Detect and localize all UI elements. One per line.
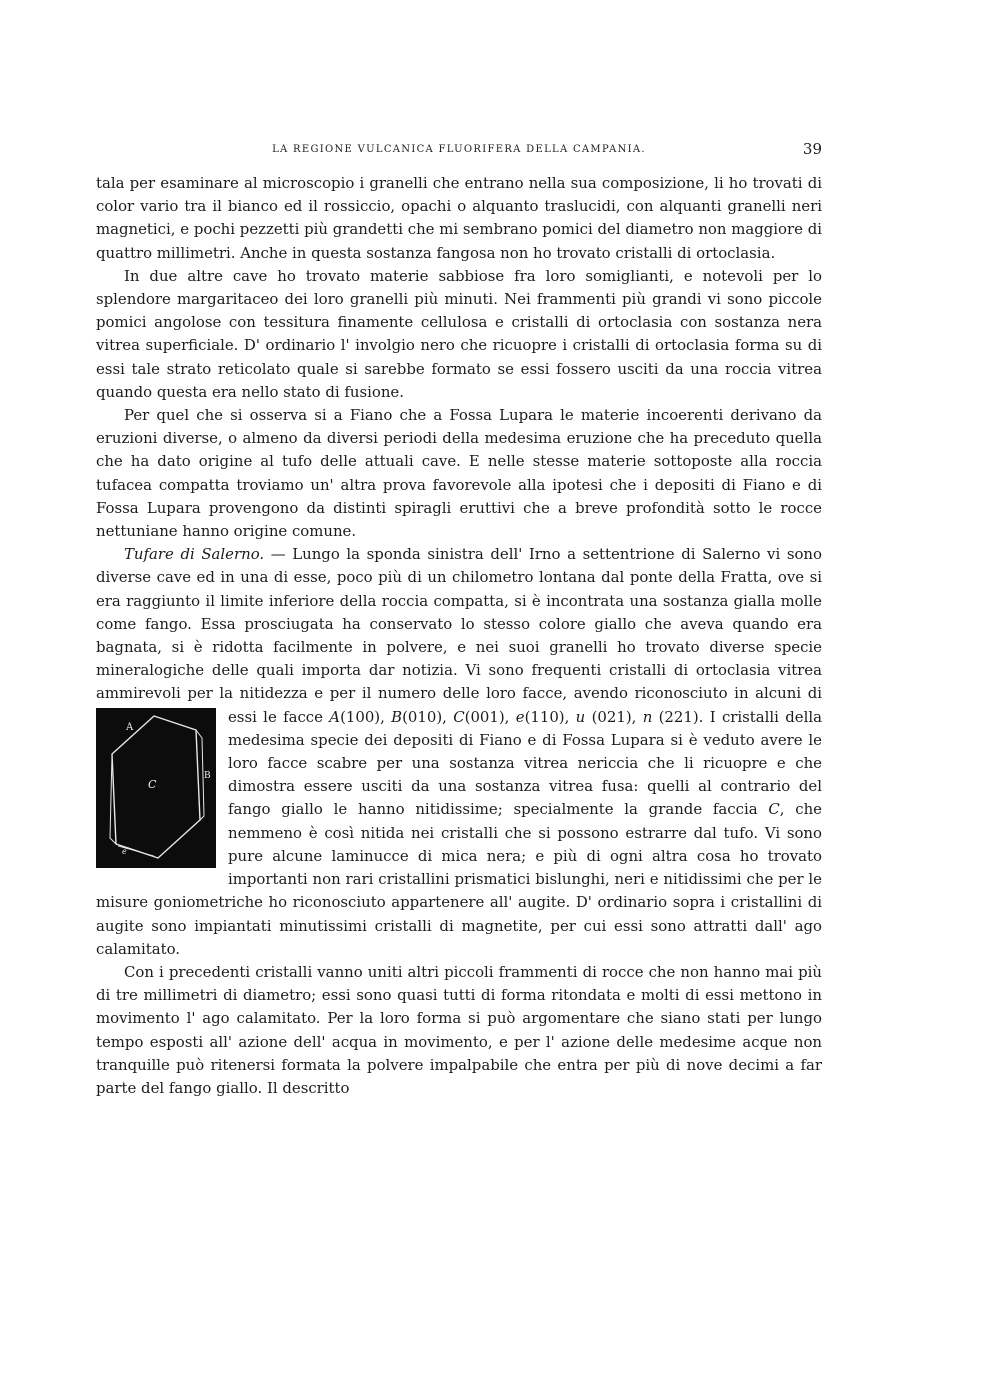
crystal-figure [96,708,216,868]
face-label-c: C [148,777,157,791]
face-e-index: (110), [524,707,576,726]
face-label-e: e [122,846,127,856]
face-label-b: B [204,770,211,781]
paragraph-2: In due altre cave ho trovato materie sabbiose fra loro somiglianti, e notevoli per lo splendore margaritaceo dei loro granelli più minuti. Nei frammenti più grandi vi sono piccole pomici angolose con tessitura finamente cellulosa e cristalli di ortoclasia con sostanza nera vitrea superficiale. D' ordinario l' involgio nero che ricuopre i cristalli di ortoclasia forma su di essi tale strato reticolato quale si sarebbe formato se essi fossero usciti da una roccia vitrea quando questa era nello stato di fusione. [96,266,822,401]
paragraph-4 [96,543,822,961]
crystal-diagram [96,708,216,868]
face-a-index: (100), [340,707,392,726]
body-text [96,172,822,1100]
face-b-index: (010), [402,707,454,726]
paragraph-5: Con i precedenti cristalli vanno uniti altri piccoli frammenti di rocce che non hanno mai più di tre millimetri di diametro; essi sono quasi tutti di forma ritondata e molti di essi mettono in movimento l' ago calamitato. Per la loro forma si può argomentare che siano stati per lungo tempo esposti all' azione dell' acqua in movimento, e per l' azione delle medesime acque non tranquille può ritenersi formata la polvere impalpabile che entra per più di nove decimi a far parte del fango giallo. Il descritto [96,962,822,1097]
face-a: A [329,707,341,726]
paragraph-3: Per quel che si osserva si a Fiano che a Fossa Lupara le materie incoerenti derivano da eruzioni diverse, o almeno da diversi periodi della medesima eruzione che ha preceduto quella che ha dato origine al tufo delle attuali cave. E nelle stesse materie sottoposte alla roccia tufacea compatta troviamo un' altra prova favorevole alla ipotesi che i depositi di Fiano e di Fossa Lupara provengono da distinti spiragli eruttivi che a breve profondità sotto le rocce nettuniane hanno origine comune. [96,406,822,541]
paragraph-1: tala per esaminare al microscopio i granelli che entrano nella sua composizione, li ho trovati di color vario tra il bianco ed il rossiccio, opachi o alquanto traslucidi, con alquanti granelli neri magnetici, e pochi pezzetti più grandetti che mi sembrano pomici del diametro non maggiore di quattro millimetri. Anche in questa sostanza fangosa non ho trovato cristalli di ortoclasia. [96,174,822,262]
face-b: B [391,707,403,726]
face-u: u [575,707,586,726]
page [96,0,822,1392]
paragraph-4-part-a: — Lungo la sponda sinistra dell' Irno a settentrione di Salerno vi sono diverse cave ed in una di esse, poco più di un chilometro lontana dal ponte della Fratta, ove si era raggiunto il limite inferiore della roccia compatta, si è incontrata una sostanza gialla molle come fango. Essa prosciugata ha conservato lo stesso colore giallo che aveva quando era bagnata, si è ridotta facilmente in polvere, e nei suoi granelli ho trovato diverse specie mineralogiche delle quali importa dar notizia. Vi sono frequenti cristalli di ortoclasia vitrea ammirevoli per la nitidezza e per il numero delle loro facce, avendo riconosciuto in alcuni di essi le facce [96,545,822,726]
paragraph-4-part-c: , che nemmeno è così nitida nei cristalli che si possono estrarre dal tufo. Vi sono pure alcune laminucce di mica nera; e più di ogni altra cosa ho trovato importanti non rari cristallini prismatici bislunghi, neri e nitidissimi che per le misure goniometriche ho riconosciuto appartenere all' augite. D' ordinario sopra i cristallini di augite sono impiantati minutissimi cristalli di magnetite, per cui essi sono attratti dall' ago calamitato. [96,800,822,958]
page-header [96,140,822,160]
face-c-index: (001), [464,707,516,726]
face-n: n [642,707,653,726]
face-e: e [515,707,525,726]
paragraph-4-part-b: I cristalli della medesima specie dei depositi di Fiano e di Fossa Lupara si è veduto avere le loro facce scabre per una sostanza vitrea nericcia che li ricuopre e che dimostra essere usciti da una sostanza vitrea fusa: quelli al contrario del fango giallo le hanno nitidissime; specialmente la grande faccia [228,707,823,819]
face-label-a: A [126,721,134,733]
face-u-index: (021), [585,707,643,726]
page-number: 39 [802,140,822,158]
section-heading: Tufare di Salerno. [124,545,265,564]
face-n-index: (221). [652,707,704,726]
face-c: C [453,707,465,726]
face-c-reference: C [768,800,780,819]
running-title: LA REGIONE VULCANICA FLUORIFERA DELLA CAMPANIA. [272,144,646,155]
